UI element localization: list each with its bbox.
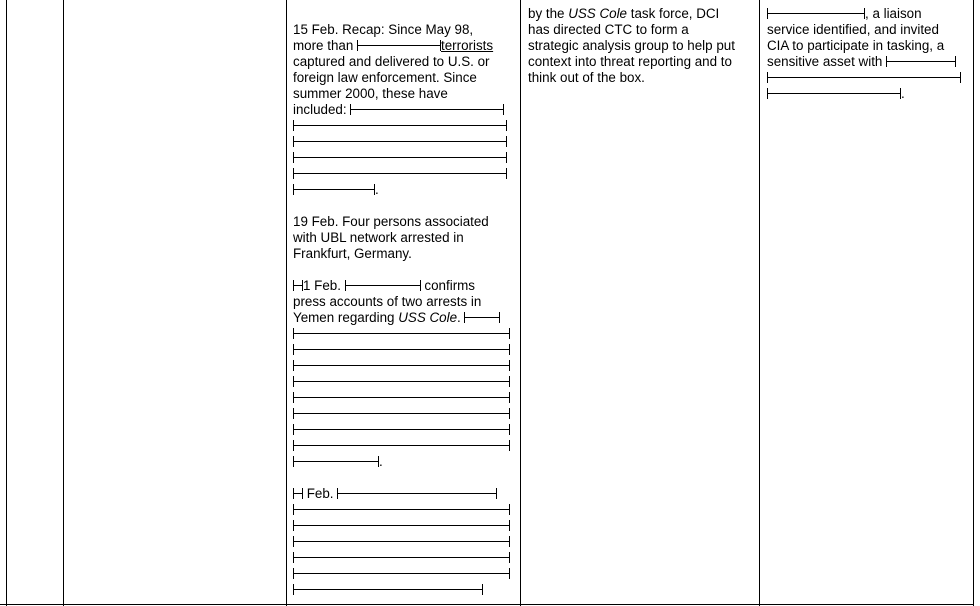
entry-19-feb-line2: with UBL network arrested in — [293, 230, 464, 245]
entry-15-feb-line5: summer 2000, these have — [293, 86, 448, 101]
redaction-line — [293, 390, 515, 406]
entry-15-feb-line2: more than terrorists — [293, 38, 494, 53]
entry-21-feb-line3: Yemen regarding USS Cole. — [293, 310, 515, 326]
policy-line4: context into threat reporting and to — [528, 54, 732, 69]
redaction — [357, 40, 441, 51]
redaction-line — [293, 342, 515, 358]
redaction-line — [293, 422, 515, 438]
policy-line2: has directed CTC to form a — [528, 22, 689, 37]
redaction-line — [293, 374, 515, 390]
redaction-line-end: . — [767, 86, 969, 102]
entry-19-feb-line3: Frankfurt, Germany. — [293, 246, 412, 261]
entry-21-feb-line1: 1 Feb. confirms — [293, 278, 515, 294]
redaction — [293, 280, 303, 291]
redaction-line — [293, 582, 515, 598]
redaction-line — [293, 118, 515, 134]
redaction — [767, 8, 865, 19]
redaction — [886, 56, 956, 67]
redaction-line-end: . — [293, 182, 515, 198]
redaction-line — [293, 134, 515, 150]
policy-line1: by the USS Cole task force, DCI — [528, 6, 720, 21]
liaison-line2: service identified, and invited — [767, 22, 939, 37]
policy-line3: strategic analysis group to help put — [528, 38, 735, 53]
liaison-line3: CIA to participate in tasking, a — [767, 38, 945, 53]
redaction-line — [293, 534, 515, 550]
column-divider-2 — [286, 0, 287, 606]
redaction-line-end: . — [293, 454, 515, 470]
liaison-line1: , a liaison — [767, 6, 969, 22]
redaction-line — [293, 566, 515, 582]
redaction-line — [293, 502, 515, 518]
redaction-line — [293, 406, 515, 422]
redaction — [350, 104, 504, 115]
entry-15-feb-line6: included: — [293, 102, 515, 118]
redaction-line — [293, 358, 515, 374]
entry-15-feb-line3: captured and delivered to U.S. or — [293, 54, 490, 69]
entry-15-feb-line4: foreign law enforcement. Since — [293, 70, 477, 85]
column-divider-3 — [520, 0, 521, 606]
entry-21-feb-line2: press accounts of two arrests in — [293, 294, 482, 309]
redaction-line — [767, 70, 969, 86]
chronology-cell — [293, 22, 515, 598]
redaction-line — [293, 550, 515, 566]
redaction — [345, 280, 421, 291]
redaction — [293, 488, 303, 499]
policy-line5: think out of the box. — [528, 70, 645, 85]
redaction-line — [293, 326, 515, 342]
redaction-line — [293, 438, 515, 454]
entry-15-feb-line1: 15 Feb. Recap: Since May 98, — [293, 22, 474, 37]
redaction — [464, 312, 500, 323]
redaction-line — [293, 518, 515, 534]
liaison-line4: sensitive asset with — [767, 54, 969, 70]
entry-feb-redacted-line1: Feb. — [293, 486, 515, 502]
redaction — [337, 488, 497, 499]
column-divider-4 — [759, 0, 760, 606]
redaction-line — [293, 150, 515, 166]
table-border-left — [6, 0, 7, 606]
liaison-cell — [767, 6, 969, 102]
entry-19-feb-line1: 19 Feb. Four persons associated — [293, 214, 489, 229]
redaction-line — [293, 166, 515, 182]
table-border-bottom — [0, 604, 974, 605]
column-divider-1 — [63, 0, 64, 606]
policy-cell — [528, 6, 756, 86]
table-border-right — [973, 0, 974, 606]
